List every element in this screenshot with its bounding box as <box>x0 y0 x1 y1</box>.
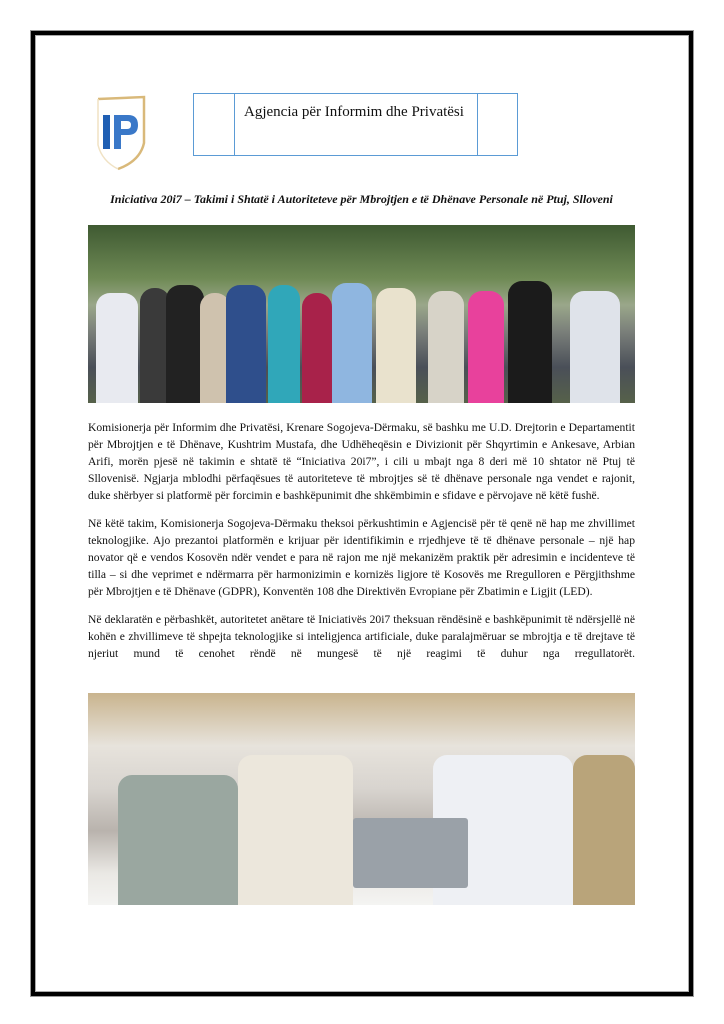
paragraph-2: Në këtë takim, Komisionerja Sogojeva-Dërmaku theksoi përkushtimin e Agjencisë për të qenë në hap me zhvillimet teknologjike. Ajo prezantoi platformën e krijuar për identifikimin e rrjedhjeve të të dhënave personale – një hap novator që e vendos Kosovën ndër vendet e para në rajon me një mekanizëm praktik për adresimin e incidenteve të tilla – si dhe veprimet e ndërmarra për harmonizimin e kornizës ligjore të Kosovës me Rregulloren e Përgjithshme për Mbrojtjen e të Dhënave (GDPR), Konventën 108 dhe Direktivën Evropiane për Zbatimin e Ligjit (LED). <box>88 517 635 598</box>
article-body <box>88 419 635 662</box>
paragraph-3: Në deklaratën e përbashkët, autoritetet anëtare të Iniciativës 20i7 theksuan rëndësinë e bashkëpunimit të ndërsjellë në kohën e zhvillimeve të shpejta teknologjike si inteligjenca artificiale, duke paralajmëruar se mbrojtja e të drejtave të njeriut mund të cenohet rëndë në mungesë të një reagimi të duhur nga rregullatorët. <box>88 613 635 660</box>
paragraph-1: Komisionerja për Informim dhe Privatësi, Krenare Sogojeva-Dërmaku, së bashku me U.D. Drejtorin e Departamentit për Mbrojtjen e të Dhënave, Kushtrim Mustafa, dhe Udhëheqësin e Divizionit për Shqyrtimin e Ankesave, Arbian Arifi, morën pjesë në takimin e shtatë të “Iniciativa 20i7”, i cili u mbajt nga 8 deri më 10 shtator në Ptuj të Sllovenisë. Ngjarja mblodhi përfaqësues të autoriteteve të mbrojtjes së të dhënave personale nga vendet e rajonit, duke shërbyer si platformë për forcimin e bashkëpunimit dhe shkëmbimin e sfidave e përvojave në këtë fushë. <box>88 421 635 502</box>
group-photo <box>88 225 635 403</box>
meeting-photo <box>88 693 635 905</box>
agency-logo <box>92 95 150 171</box>
article-title: Iniciativa 20i7 – Takimi i Shtatë i Autoriteteve për Mbrojtjen e të Dhënave Personale në Ptuj, Slloveni <box>110 192 613 206</box>
header-box <box>193 93 518 156</box>
agency-name: Agjencia për Informim dhe Privatësi <box>244 104 464 120</box>
